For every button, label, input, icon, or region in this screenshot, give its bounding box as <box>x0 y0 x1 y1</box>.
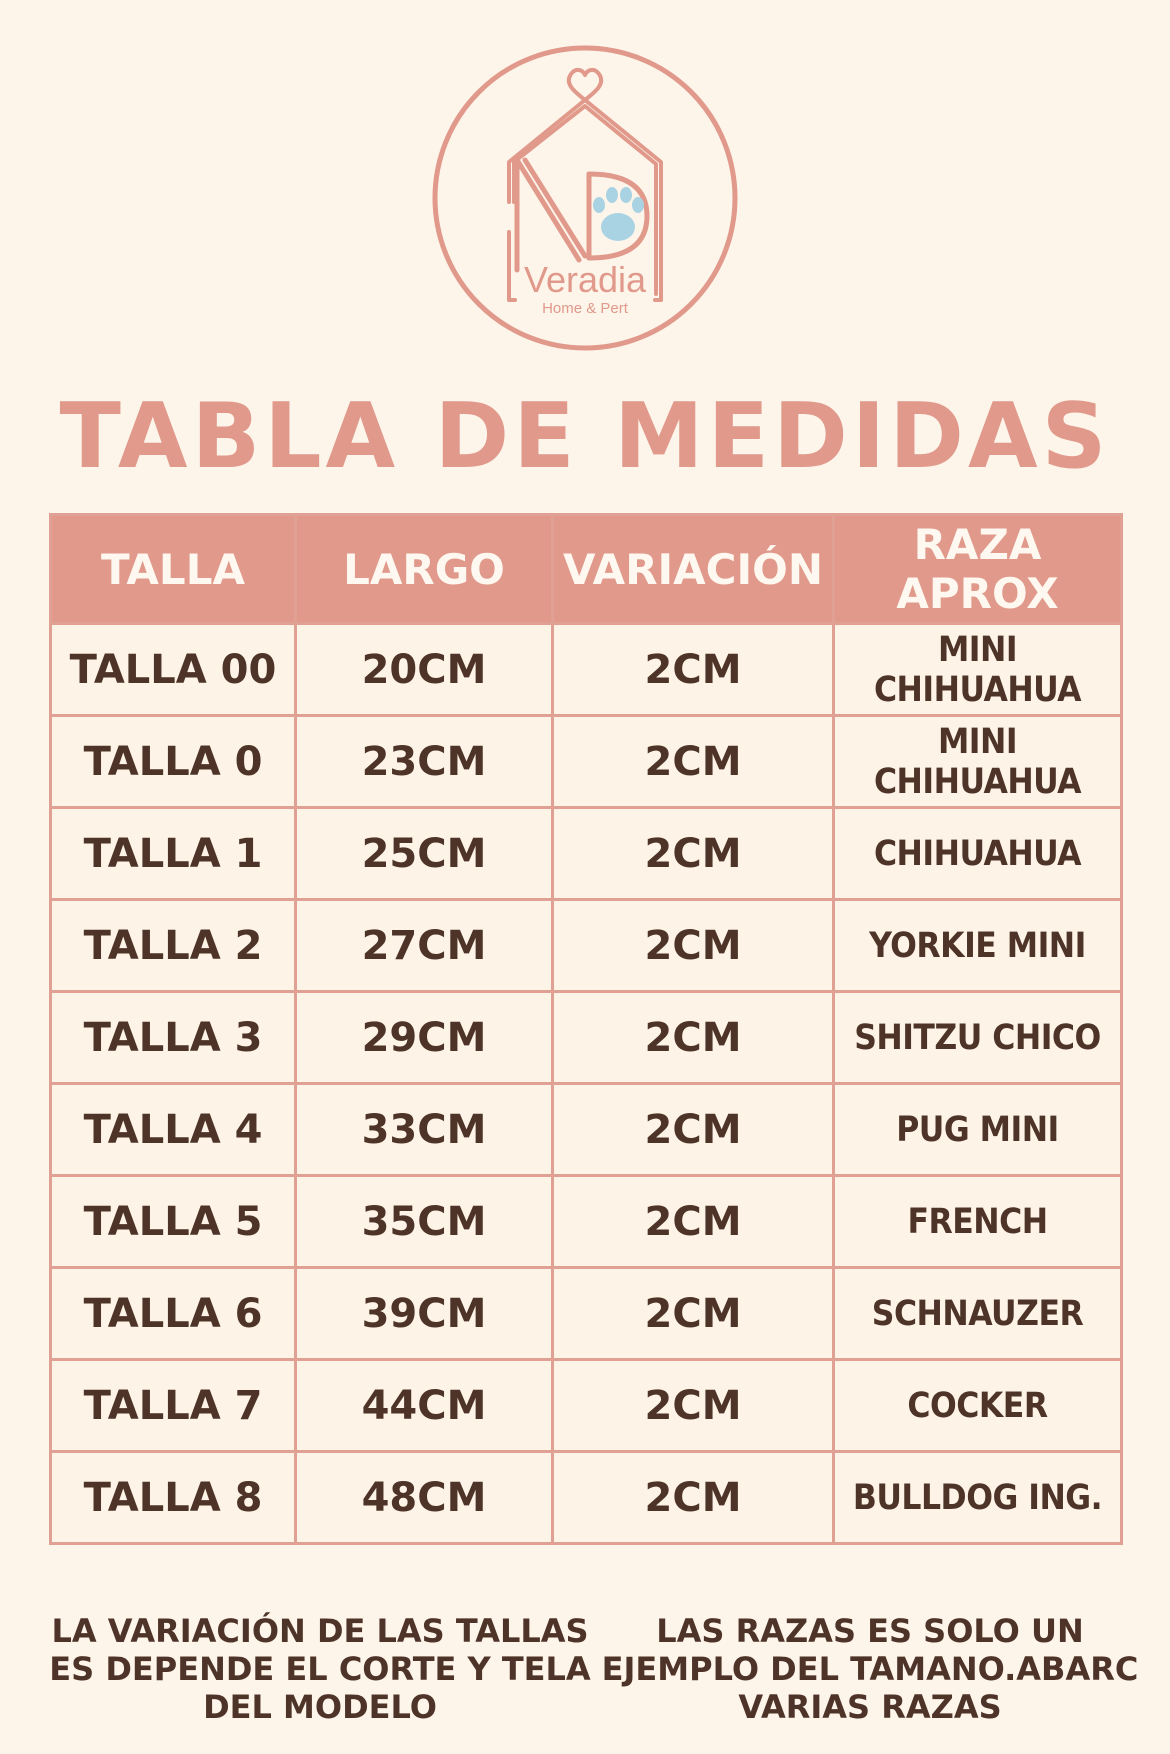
table-row <box>51 1084 1122 1176</box>
cell-variacion: 2CM <box>553 1176 834 1268</box>
cell-largo: 33CM <box>296 1084 553 1176</box>
table-row <box>51 1452 1122 1544</box>
variation-note <box>40 1612 600 1726</box>
note-line: VARIAS RAZAS <box>738 1688 1002 1726</box>
cell-talla: TALLA 6 <box>51 1268 296 1360</box>
cell-raza: SCHNAUZER <box>834 1268 1122 1360</box>
cell-largo: 44CM <box>296 1360 553 1452</box>
header-variacion: VARIACIÓN <box>553 515 834 624</box>
cell-talla: TALLA 0 <box>51 716 296 808</box>
cell-raza: MINI CHIHUAHUA <box>834 716 1122 808</box>
note-line: LA VARIACIÓN DE LAS TALLAS <box>51 1612 589 1650</box>
table-row <box>51 716 1122 808</box>
cell-variacion: 2CM <box>553 808 834 900</box>
cell-largo: 29CM <box>296 992 553 1084</box>
cell-raza: BULLDOG ING. <box>834 1452 1122 1544</box>
cell-variacion: 2CM <box>553 1452 834 1544</box>
cell-variacion: 2CM <box>553 992 834 1084</box>
cell-talla: TALLA 5 <box>51 1176 296 1268</box>
cell-raza: FRENCH <box>834 1176 1122 1268</box>
cell-talla: TALLA 8 <box>51 1452 296 1544</box>
table-row <box>51 624 1122 716</box>
page-title: TABLA DE MEDIDAS <box>59 384 1111 489</box>
cell-talla: TALLA 4 <box>51 1084 296 1176</box>
cell-talla: TALLA 7 <box>51 1360 296 1452</box>
heart-icon <box>569 70 601 100</box>
cell-largo: 25CM <box>296 808 553 900</box>
header-talla: TALLA <box>51 515 296 624</box>
header-raza: RAZA APROX <box>834 515 1122 624</box>
brand-name: Veradia <box>523 259 647 300</box>
veradia-logo <box>429 42 741 354</box>
table-header-row <box>51 515 1122 624</box>
cell-largo: 35CM <box>296 1176 553 1268</box>
cell-variacion: 2CM <box>553 624 834 716</box>
cell-variacion: 2CM <box>553 900 834 992</box>
monogram-icon <box>517 160 647 270</box>
cell-largo: 39CM <box>296 1268 553 1360</box>
breeds-note <box>590 1612 1150 1726</box>
note-line: ES DEPENDE EL CORTE Y TELA <box>49 1650 591 1688</box>
cell-variacion: 2CM <box>553 716 834 808</box>
note-line: LAS RAZAS ES SOLO UN <box>656 1612 1084 1650</box>
table-row <box>51 808 1122 900</box>
table-row <box>51 900 1122 992</box>
cell-talla: TALLA 2 <box>51 900 296 992</box>
cell-largo: 23CM <box>296 716 553 808</box>
cell-raza: MINI CHIHUAHUA <box>834 624 1122 716</box>
paw-icon <box>593 187 644 241</box>
cell-largo: 20CM <box>296 624 553 716</box>
note-line: EJEMPLO DEL TAMANO.ABARC <box>601 1650 1139 1688</box>
cell-raza: COCKER <box>834 1360 1122 1452</box>
cell-raza: SHITZU CHICO <box>834 992 1122 1084</box>
table-row <box>51 1360 1122 1452</box>
cell-raza: YORKIE MINI <box>834 900 1122 992</box>
cell-raza: PUG MINI <box>834 1084 1122 1176</box>
size-table <box>49 513 1123 1545</box>
cell-talla: TALLA 3 <box>51 992 296 1084</box>
cell-raza: CHIHUAHUA <box>834 808 1122 900</box>
cell-talla: TALLA 1 <box>51 808 296 900</box>
cell-variacion: 2CM <box>553 1084 834 1176</box>
cell-talla: TALLA 00 <box>51 624 296 716</box>
cell-largo: 48CM <box>296 1452 553 1544</box>
note-line: DEL MODELO <box>203 1688 437 1726</box>
brand-tagline: Home & Pert <box>542 300 628 317</box>
table-row <box>51 1176 1122 1268</box>
header-largo: LARGO <box>296 515 553 624</box>
table-row <box>51 1268 1122 1360</box>
cell-variacion: 2CM <box>553 1268 834 1360</box>
cell-largo: 27CM <box>296 900 553 992</box>
cell-variacion: 2CM <box>553 1360 834 1452</box>
table-row <box>51 992 1122 1084</box>
